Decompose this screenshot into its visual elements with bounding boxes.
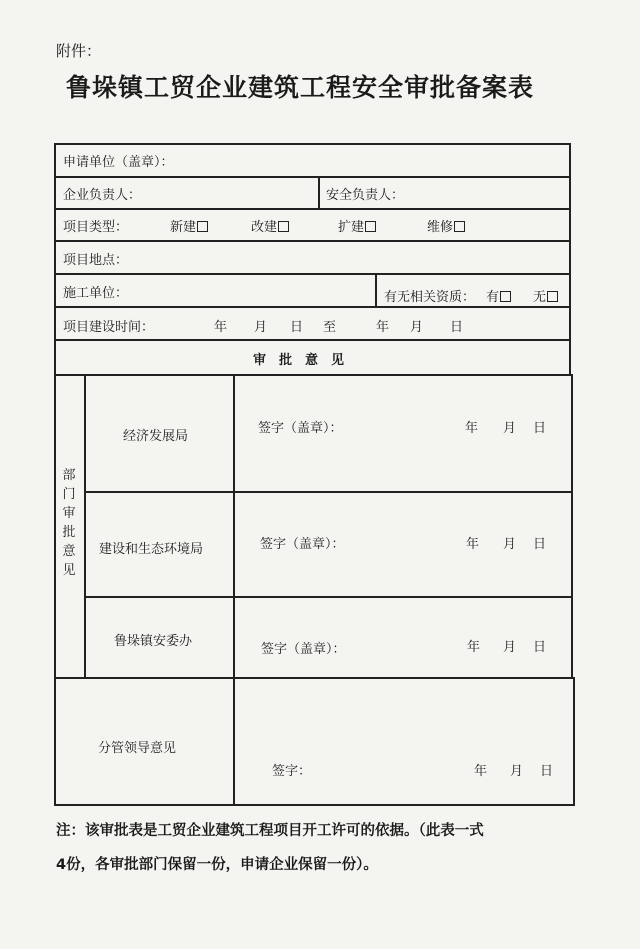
applicant-label: 申请单位（盖章）： [63, 155, 174, 170]
table-border [573, 677, 575, 806]
project-type-repair[interactable]: 维修 [427, 216, 465, 235]
table-border [54, 273, 570, 275]
qualification-yes[interactable]: 有 [486, 286, 511, 305]
leader-sign-label: 签字： [272, 764, 312, 779]
start-month-label: 月 [254, 320, 268, 335]
sign-day-label: 日 [533, 421, 547, 436]
qualification-no[interactable]: 无 [533, 286, 558, 305]
table-border [54, 143, 570, 145]
table-border [569, 143, 571, 375]
sign-year-label: 年 [466, 537, 480, 552]
date-to-label: 至 [323, 320, 337, 335]
page-title: 鲁垛镇工贸企业建筑工程安全审批备案表 [66, 73, 535, 102]
legal-person-label: 企业负责人： [63, 188, 142, 203]
leader-sign-month: 月 [510, 764, 524, 779]
footer-note-line1: 注：该审批表是工贸企业建筑工程项目开工许可的依据。（此表一式 [56, 823, 484, 839]
project-type-expand[interactable]: 扩建 [338, 216, 376, 235]
leader-opinion-label: 分管领导意见 [98, 741, 177, 756]
table-border [54, 804, 575, 806]
checkbox-expand[interactable] [365, 221, 376, 232]
checkbox-yes[interactable] [500, 291, 511, 302]
table-border [54, 208, 570, 210]
dept-construction-eco: 建设和生态环境局 [99, 542, 204, 557]
table-border [85, 596, 573, 598]
table-border [318, 176, 320, 209]
checkbox-new[interactable] [197, 221, 208, 232]
table-border [84, 374, 86, 678]
sign-month-label: 月 [503, 537, 517, 552]
table-border [54, 176, 570, 178]
safety-person-label: 安全负责人： [326, 188, 405, 203]
end-month-label: 月 [410, 320, 424, 335]
sign-label: 签字（盖章）： [258, 421, 343, 436]
table-border [54, 240, 570, 242]
sign-day-label: 日 [533, 537, 547, 552]
sign-year-label: 年 [467, 640, 481, 655]
sign-label: 签字（盖章）： [260, 537, 345, 552]
table-border [54, 143, 56, 806]
project-type-label: 项目类型： [63, 220, 129, 235]
table-border [54, 339, 571, 341]
checkbox-no[interactable] [547, 291, 558, 302]
sign-label: 签字（盖章）： [261, 642, 346, 657]
sign-year-label: 年 [465, 421, 479, 436]
table-border [233, 374, 235, 806]
dept-economic: 经济发展局 [123, 429, 189, 444]
table-border [54, 306, 571, 308]
table-border [85, 491, 573, 493]
table-border [375, 273, 377, 307]
construction-unit-label: 施工单位： [63, 286, 129, 301]
sign-month-label: 月 [503, 640, 517, 655]
project-location-label: 项目地点： [63, 253, 129, 268]
checkbox-rebuild[interactable] [278, 221, 289, 232]
project-type-new[interactable]: 新建 [170, 216, 208, 235]
leader-sign-day: 日 [540, 764, 554, 779]
sign-day-label: 日 [533, 640, 547, 655]
end-year-label: 年 [376, 320, 390, 335]
sign-month-label: 月 [503, 421, 517, 436]
start-day-label: 日 [290, 320, 304, 335]
dept-safety-committee: 鲁垛镇安委办 [114, 634, 193, 649]
approval-section-title: 审 批 意 见 [253, 353, 345, 368]
table-border [571, 374, 573, 678]
checkbox-repair[interactable] [454, 221, 465, 232]
qualification-label: 有无相关资质： [384, 290, 476, 305]
footer-note-line2: 4份，各审批部门保留一份，申请企业保留一份）。 [56, 857, 378, 873]
attachment-label: 附件： [56, 42, 102, 60]
construction-time-label: 项目建设时间： [63, 320, 155, 335]
leader-sign-year: 年 [474, 764, 488, 779]
project-type-rebuild[interactable]: 改建 [251, 216, 289, 235]
end-day-label: 日 [450, 320, 464, 335]
start-year-label: 年 [214, 320, 228, 335]
dept-group-label: 部 门 审 批 意 见 [62, 468, 76, 578]
table-border [54, 374, 572, 376]
table-border [54, 677, 573, 679]
